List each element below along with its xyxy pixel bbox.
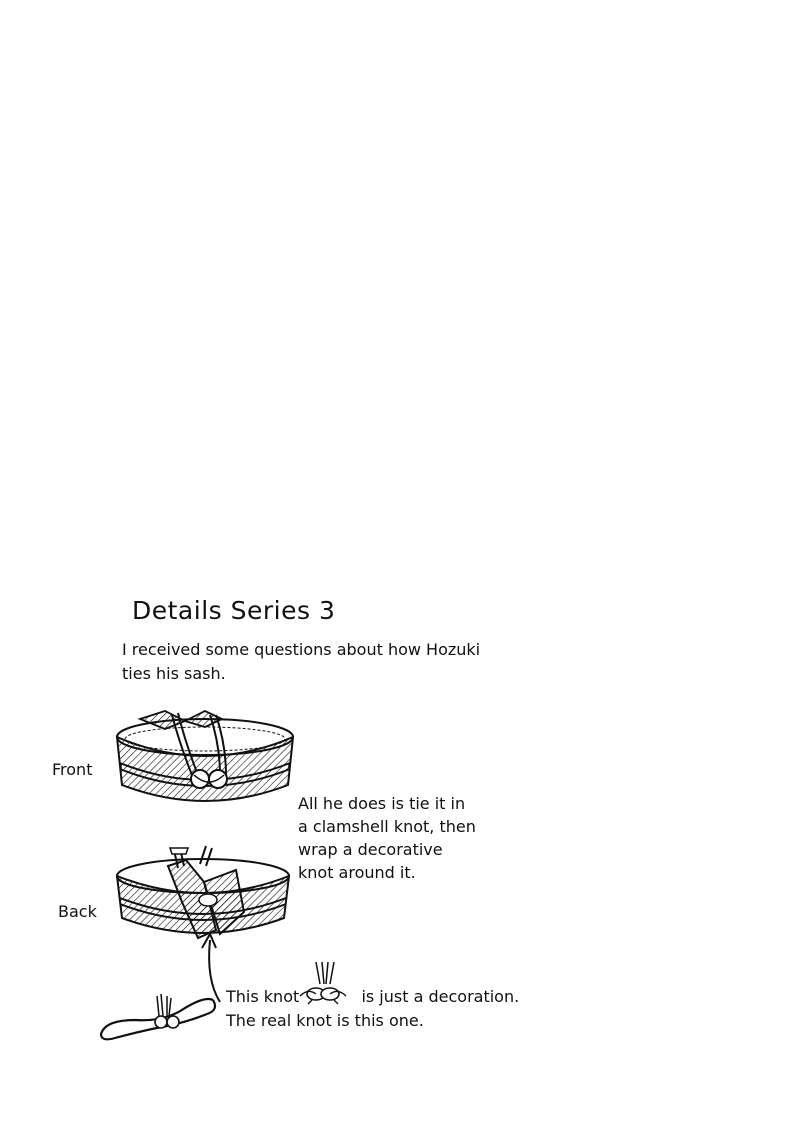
- page-title: Details Series 3: [132, 596, 336, 625]
- note-line-1-end: is just a decoration.: [361, 987, 520, 1006]
- decorative-knot-icon: [298, 960, 348, 1005]
- intro-line-1: I received some questions about how Hozuki: [122, 640, 481, 659]
- explanation-text: [298, 792, 476, 884]
- explanation-line-1: All he does is tie it in: [298, 794, 466, 813]
- front-sash-illustration: [110, 705, 300, 815]
- real-knot-loop-illustration: [95, 990, 225, 1050]
- intro-line-2: ties his sash.: [122, 664, 226, 683]
- explanation-line-3: wrap a decorative: [298, 840, 443, 859]
- note-line-1: [226, 985, 519, 1009]
- note-line-1-start: This knot: [226, 987, 300, 1006]
- note-text: [226, 985, 519, 1033]
- explanation-line-2: a clamshell knot, then: [298, 817, 476, 836]
- back-label: Back: [58, 902, 97, 921]
- intro-text: [122, 638, 480, 686]
- front-label: Front: [52, 760, 93, 779]
- note-line-2: The real knot is this one.: [226, 1011, 424, 1030]
- explanation-line-4: knot around it.: [298, 863, 416, 882]
